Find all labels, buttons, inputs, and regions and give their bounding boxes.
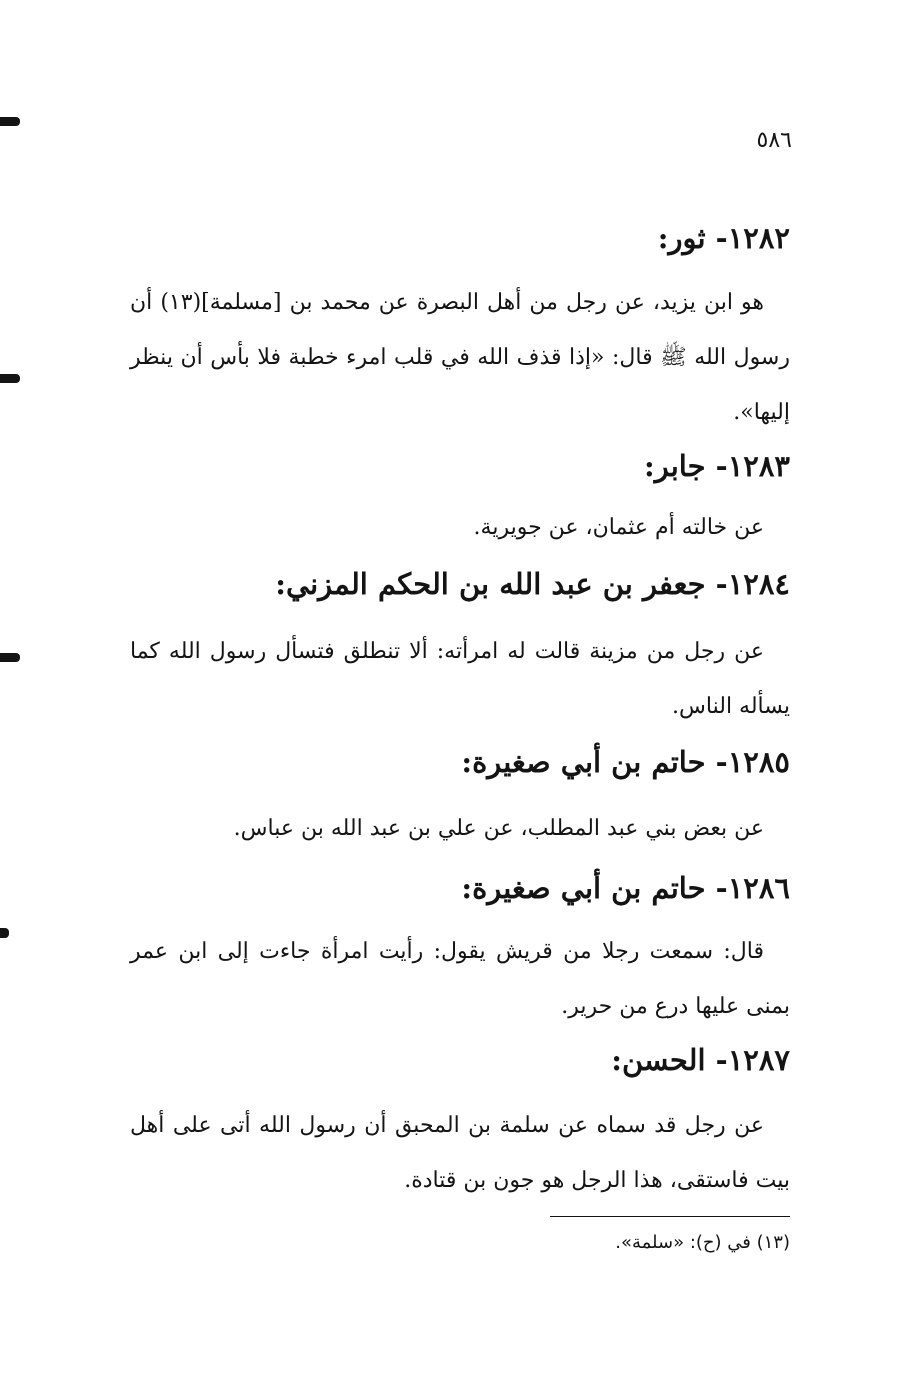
entry-title: ١٢٨٤- جعفر بن عبد الله بن الحكم المزني:	[275, 567, 790, 601]
entry-title: ١٢٨٢- ثور:	[657, 221, 790, 255]
entry-title: ١٢٨٦- حاتم بن أبي صغيرة:	[461, 871, 790, 905]
binding-margin-mark	[0, 117, 20, 126]
entry-title: ١٢٨٣- جابر:	[644, 449, 790, 483]
entry-body: قال: سمعت رجلا من قريش يقول: رأيت امرأة جاءت إلى ابن عمر بمنى عليها درع من حرير.	[130, 939, 790, 1019]
entry-body: عن بعض بني عبد المطلب، عن علي بن عبد الله بن عباس.	[233, 816, 764, 841]
page-number: ٥٨٦	[756, 128, 792, 153]
footnote-rule	[550, 1216, 790, 1217]
entry-title: ١٢٨٥- حاتم بن أبي صغيرة:	[461, 745, 790, 779]
entry-body: عن خالته أم عثمان، عن جويرية.	[473, 515, 764, 540]
binding-margin-mark	[0, 653, 20, 662]
entry-body: عن رجل من مزينة قالت له امرأته: ألا تنطلق فتسأل رسول الله كما يسأله الناس.	[130, 639, 790, 719]
entry-title: ١٢٨٧- الحسن:	[611, 1043, 790, 1077]
entry-body: عن رجل قد سماه عن سلمة بن المحبق أن رسول الله أتى على أهل بيت فاستقى، هذا الرجل هو جون بن قتادة.	[130, 1113, 790, 1193]
footnote: (١٣) في (ح): «سلمة».	[615, 1232, 790, 1253]
entry-body: هو ابن يزيد، عن رجل من أهل البصرة عن محمد بن [مسلمة](١٣) أن رسول الله ﷺ قال: «إذا قذف الله في قلب امرء خطبة فلا بأس أن ينظر إليها».	[130, 290, 790, 425]
binding-margin-mark	[0, 928, 9, 938]
binding-margin-mark	[0, 374, 20, 383]
